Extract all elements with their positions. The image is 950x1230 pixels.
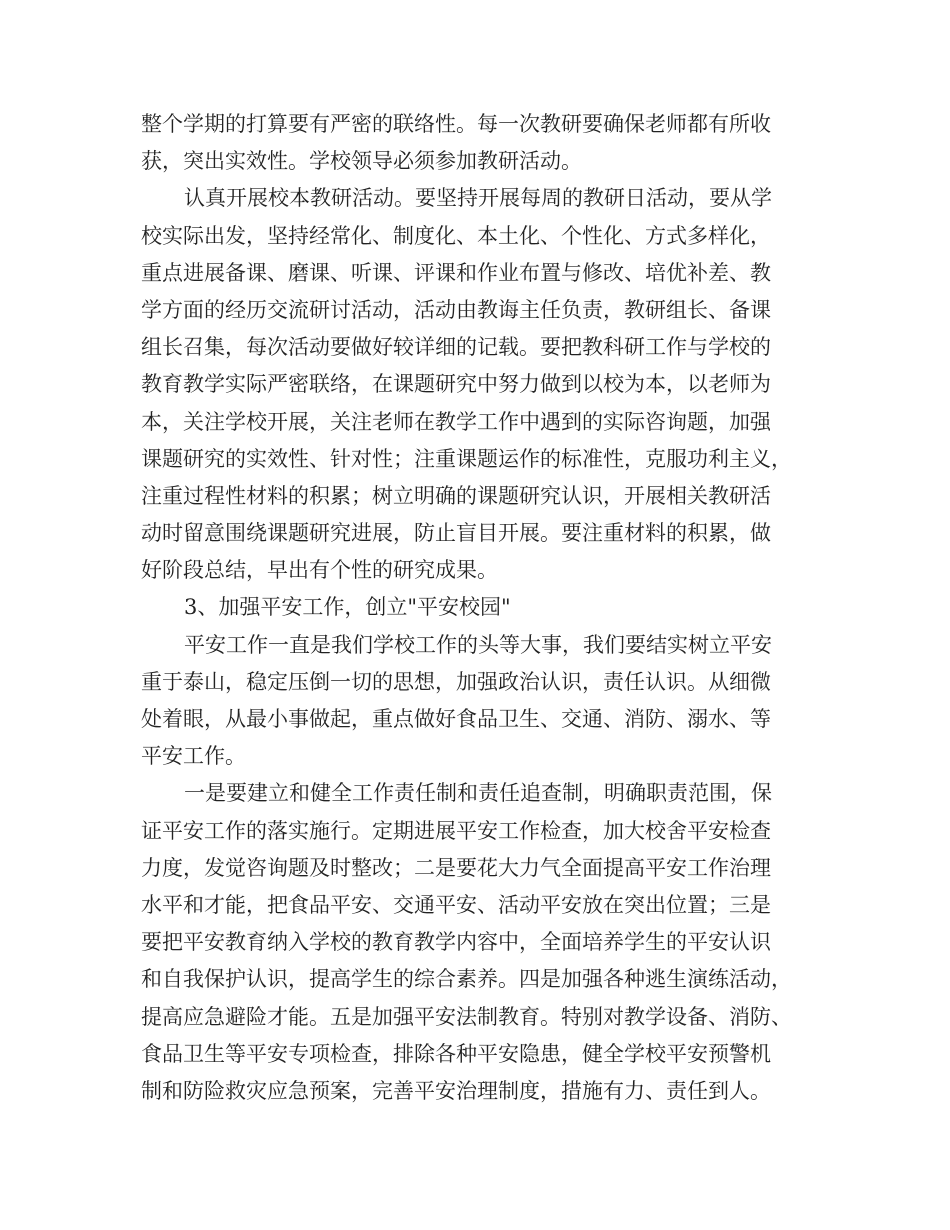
text-line: 食品卫生等平安专项检查，排除各种平安隐患，健全学校平安预警机 [141,1041,771,1066]
text-line: 重于泰山，稳定压倒一切的思想，加强政治认识，责任认识。从细微 [141,669,771,694]
text-line: 动时留意围绕课题研究进展，防止盲目开展。要注重材料的积累，做 [141,521,771,546]
paragraph-start-line: 一是要建立和健全工作责任制和责任追查制，明确职责范围，保 [184,781,772,806]
text-line: 证平安工作的落实施行。定期进展平安工作检查，加大校舍平安检查 [141,818,771,843]
text-line: 要把平安教育纳入学校的教育教学内容中，全面培养学生的平安认识 [141,930,771,955]
text-line: 提高应急避险才能。五是加强平安法制教育。特别对教学设备、消防、 [141,1004,792,1029]
text-line: 注重过程性材料的积累；树立明确的课题研究认识，开展相关教研活 [141,483,771,508]
text-line: 整个学期的打算要有严密的联络性。每一次教研要确保老师都有所收 [141,112,771,136]
text-line: 力度，发觉咨询题及时整改；二是要花大力气全面提高平安工作治理 [141,855,771,880]
text-line: 校实际出发，坚持经常化、制度化、本土化、个性化、方式多样化， [141,223,771,248]
text-line: 课题研究的实效性、针对性；注重课题运作的标准性，克服功利主义， [141,446,792,471]
paragraph-start-line: 认真开展校本教研活动。要坚持开展每周的教研日活动，要从学 [184,186,772,211]
text-line: 平安工作。 [141,744,246,769]
text-line: 和自我保护认识，提高学生的综合素养。四是加强各种逃生演练活动， [141,967,792,992]
text-line: 制和防险救灾应急预案，完善平安治理制度，措施有力、责任到人。 [141,1078,771,1103]
section-heading: 3、加强平安工作，创立"平安校园" [184,595,511,620]
text-line: 教育教学实际严密联络，在课题研究中努力做到以校为本，以老师为 [141,372,771,397]
text-line: 组长召集，每次活动要做好较详细的记载。要把教科研工作与学校的 [141,335,771,360]
document-body [141,106,821,1110]
text-line: 获，突出实效性。学校领导必须参加教研活动。 [141,149,582,174]
paragraph-start-line: 平安工作一直是我们学校工作的头等大事，我们要结实树立平安 [184,632,772,657]
text-line: 水平和才能，把食品平安、交通平安、活动平安放在突出位置；三是 [141,892,771,917]
text-line: 好阶段总结，早出有个性的研究成果。 [141,558,498,583]
text-line: 重点进展备课、磨课、听课、评课和作业布置与修改、培优补差、教 [141,260,771,285]
text-line: 本，关注学校开展，关注老师在教学工作中遇到的实际咨询题，加强 [141,409,771,434]
text-line: 学方面的经历交流研讨活动，活动由教诲主任负责，教研组长、备课 [141,297,771,322]
text-line: 处着眼，从最小事做起，重点做好食品卫生、交通、消防、溺水、等 [141,707,771,731]
